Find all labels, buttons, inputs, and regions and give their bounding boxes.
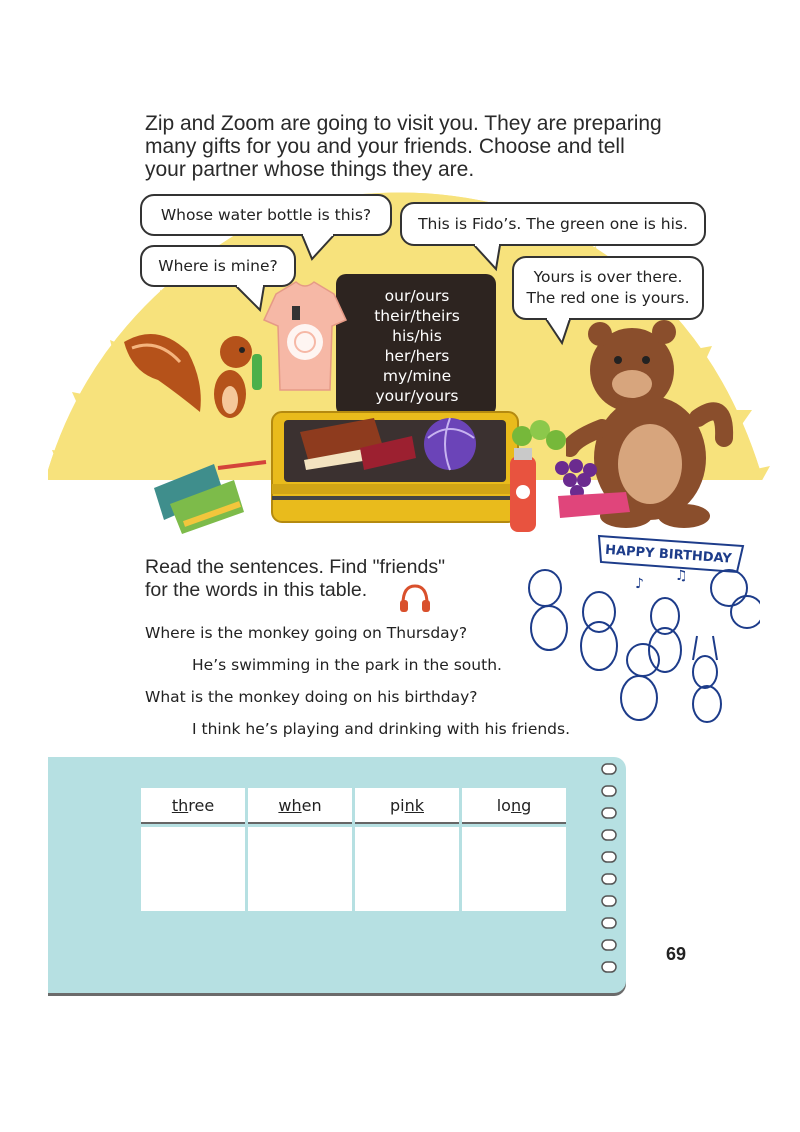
bubble-whose-bottle-text: Whose water bottle is this? <box>160 205 372 224</box>
svg-text:♫: ♫ <box>675 568 688 584</box>
spiral-binding <box>598 762 624 988</box>
svg-text:♪: ♪ <box>635 576 644 592</box>
board-word: his/his <box>392 327 442 345</box>
board-word: my/mine <box>382 367 452 385</box>
read-title-line-1: Read the sentences. Find "friends" <box>145 556 446 578</box>
board-word: our/ours <box>384 287 450 305</box>
read-title-line-2: for the words in this table. <box>145 579 368 601</box>
table-answer-cell[interactable] <box>355 827 459 911</box>
bubble-whose-bottle <box>140 194 392 236</box>
gifts-illustration <box>500 380 640 540</box>
board-word: her/hers <box>384 347 450 365</box>
squirrel-illustration <box>118 322 278 432</box>
bubble-yours-line2: The red one is yours. <box>526 289 690 307</box>
table-header-three: three <box>141 788 245 824</box>
bubble-tail <box>470 243 510 273</box>
table-answer-cell[interactable] <box>141 827 245 911</box>
table-header-when: when <box>248 788 352 824</box>
books-illustration <box>148 458 272 538</box>
sentence-answer-1: He’s swimming in the park in the south. <box>192 656 502 674</box>
sentence-question-2: What is the monkey doing on his birthday? <box>145 688 478 706</box>
board-word: their/theirs <box>374 307 460 325</box>
bubble-tail <box>300 233 340 263</box>
table-answer-cell[interactable] <box>462 827 566 911</box>
intro-line-1: Zip and Zoom are going to visit you. They are preparing <box>145 112 662 135</box>
bubble-yours-line1: Yours is over there. <box>533 268 683 286</box>
intro-text <box>145 112 705 181</box>
birthday-banner-text: HAPPY BIRTHDAY <box>604 542 733 567</box>
sentence-answer-2: I think he’s playing and drinking with his friends. <box>192 720 571 738</box>
intro-line-2: many gifts for you and your friends. Choose and tell <box>145 135 625 158</box>
table-header-long: long <box>462 788 566 824</box>
bubble-fido <box>400 202 706 246</box>
headphones-icon[interactable] <box>398 582 432 614</box>
bubble-fido-text: This is Fido’s. The green one is his. <box>418 214 688 233</box>
sentence-question-1: Where is the monkey going on Thursday? <box>145 624 468 642</box>
intro-line-3: your partner whose things they are. <box>145 158 475 181</box>
board-word: your/yours <box>375 387 459 405</box>
word-table <box>138 785 569 914</box>
party-animals-illustration <box>515 528 760 728</box>
table-answer-cell[interactable] <box>248 827 352 911</box>
bubble-mine-text: Where is mine? <box>158 256 278 275</box>
table-header-pink: pink <box>355 788 459 824</box>
bubble-yours <box>512 256 704 320</box>
page-number: 69 <box>666 944 687 964</box>
possessive-pronoun-board <box>343 280 491 416</box>
